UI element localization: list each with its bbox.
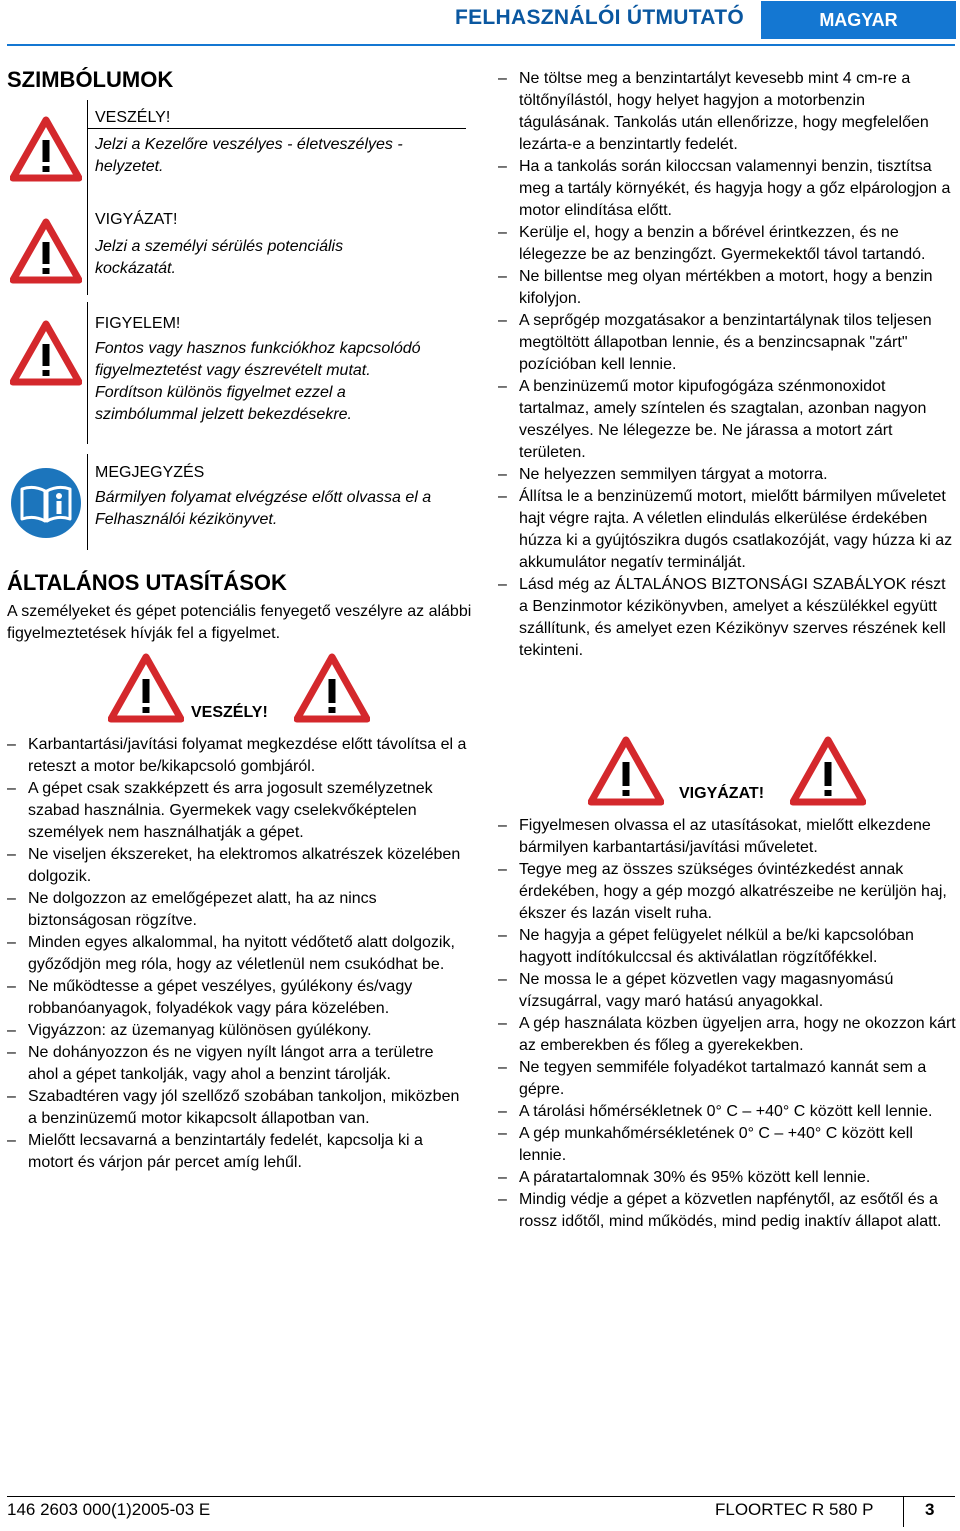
symbols-column-rule bbox=[87, 302, 88, 444]
list-item: – Mielőtt lecsavarná a benzintartály fedelét, kapcsolja ki a motort és várjon pár percet amíg lehűl. bbox=[7, 1130, 467, 1174]
warning-triangle-icon bbox=[588, 736, 664, 806]
footer-divider bbox=[7, 1496, 955, 1497]
list-item: – Karbantartási/javítási folyamat megkezdése előtt távolítsa el a reteszt a motor be/kikapcsoló gombjáról. bbox=[7, 734, 467, 778]
warning-triangle-icon bbox=[108, 653, 184, 723]
warning-triangle-icon bbox=[790, 736, 866, 806]
document-title: FELHASZNÁLÓI ÚTMUTATÓ bbox=[455, 6, 744, 29]
list-item: – Lásd még az ÁLTALÁNOS BIZTONSÁGI SZABÁLYOK részt a Benzinmotor kézikönyvben, amelyet a készülékkel együtt szállítunk, és amelyet ezen Kézikönyv szerves részének kell tekinteni. bbox=[498, 574, 956, 662]
list-item: – Ne hagyja a gépet felügyelet nélkül a be/ki kapcsolóban hagyott indítókulccsal és aktiválatlan rögzítőfékkel. bbox=[498, 925, 956, 969]
list-item: – A tárolási hőmérsékletnek 0° C – +40° C között kell lennie. bbox=[498, 1101, 956, 1123]
list-item: – Szabadtéren vagy jól szellőző szobában tankoljon, miközben a benzinüzemű motor kikapcsolt állapotban van. bbox=[7, 1086, 467, 1130]
warning-triangle-icon bbox=[10, 116, 82, 182]
list-item: – Tegye meg az összes szükséges óvintézkedést annak érdekében, hogy a gép mozgó alkatrészeibe ne kerüljön haj, ékszer és lazán viselt ruha. bbox=[498, 859, 956, 925]
header-divider bbox=[7, 44, 955, 46]
list-item: – Ne töltse meg a benzintartályt kevesebb mint 4 cm-re a töltőnyílástól, hogy helyet hagyjon a motorbenzin tágulásának. Tankolás után ellenőrizze, hogy megfelelően lezárta-e a benzintartly fedelét. bbox=[498, 68, 956, 156]
list-item: – A seprőgép mozgatásakor a benzintartálynak tilos teljesen megtöltött állapotban lennie, és a benzincsapnak "zárt" pozícióban kell lennie. bbox=[498, 310, 956, 376]
symbols-title: SZIMBÓLUMOK bbox=[7, 67, 174, 92]
general-instructions-title: ÁLTALÁNOS UTASÍTÁSOK bbox=[7, 570, 287, 595]
list-item: – A páratartalomnak 30% és 95% között kell lennie. bbox=[498, 1167, 956, 1189]
symbols-column-rule bbox=[87, 454, 88, 550]
list-item: – Figyelmesen olvassa el az utasításokat, mielőtt elkezdene bármilyen karbantartási/javítási műveletet. bbox=[498, 815, 956, 859]
danger-label: VESZÉLY! bbox=[95, 109, 171, 126]
footer-separator bbox=[903, 1497, 904, 1527]
document-number: 146 2603 000(1)2005-03 E bbox=[7, 1500, 211, 1519]
note-description: Bármilyen folyamat elvégzése előtt olvassa el a Felhasználói kézikönyvet. bbox=[95, 489, 432, 528]
page-number: 3 bbox=[925, 1500, 935, 1519]
caution-description: Jelzi a személyi sérülés potenciális kockázatát. bbox=[95, 238, 344, 277]
list-item: – Ne működtesse a gépet veszélyes, gyúlékony és/vagy robbanóanyagok, folyadékok vagy pára közelében. bbox=[7, 976, 467, 1020]
symbols-column-rule bbox=[87, 100, 88, 295]
list-item: – Ne helyezzen semmilyen tárgyat a motorra. bbox=[498, 464, 956, 486]
caution-heading: VIGYÁZAT! bbox=[679, 785, 765, 802]
note-label: MEGJEGYZÉS bbox=[95, 464, 205, 481]
list-item: – A gépet csak szakképzett és arra jogosult személyzetnek szabad használnia. Gyermekek vagy cselekvőképtelen személyek nem használhatják a gépet. bbox=[7, 778, 467, 844]
general-intro: A személyeket és gépet potenciális fenyegető veszélyre az alábbi figyelmeztetések hívják fel a figyelmet. bbox=[7, 603, 472, 642]
list-item: – Kerülje el, hogy a benzin a bőrével érintkezzen, és ne lélegezze be az benzingőzt. Gyermekektől távol tartandó. bbox=[498, 222, 956, 266]
manual-book-icon bbox=[10, 467, 82, 539]
list-item: – Vigyázzon: az üzemanyag különösen gyúlékony. bbox=[7, 1020, 467, 1042]
list-item: – Ne tegyen semmiféle folyadékot tartalmazó kannát sem a gépre. bbox=[498, 1057, 956, 1101]
attention-label: FIGYELEM! bbox=[95, 315, 181, 332]
danger-list bbox=[7, 734, 467, 1174]
list-item: – Ne dolgozzon az emelőgépezet alatt, ha az nincs biztonságosan rögzítve. bbox=[7, 888, 467, 932]
danger-list-continued bbox=[498, 68, 956, 662]
list-item: – Állítsa le a benzinüzemű motort, mielőtt bármilyen műveletet hajt végre rajta. A véletlen elindulás elkerülése érdekében húzza ki a gyújtószikra dugós csatlakozóját, vagy húzza ki az akkumulátor negatív terminálját. bbox=[498, 486, 956, 574]
list-item: – Ne dohányozzon és ne vigyen nyílt lángot arra a területre ahol a gépet tankolják, vagy ahol a benzint tárolják. bbox=[7, 1042, 467, 1086]
list-item: – A benzinüzemű motor kipufogógáza szénmonoxidot tartalmaz, amely színtelen és szagtalan, azonban nagyon veszélyes. Ne lélegezze be. Ne járassa a motort zárt területen. bbox=[498, 376, 956, 464]
list-item: – Ne viseljen ékszereket, ha elektromos alkatrészek közelében dolgozik. bbox=[7, 844, 467, 888]
warning-triangle-icon bbox=[10, 218, 82, 284]
model-name: FLOORTEC R 580 P bbox=[715, 1500, 874, 1519]
language-badge: MAGYAR bbox=[761, 1, 956, 39]
list-item: – Ne billentse meg olyan mértékben a motort, hogy a benzin kifolyjon. bbox=[498, 266, 956, 310]
caution-label: VIGYÁZAT! bbox=[95, 211, 178, 228]
list-item: – Minden egyes alkalommal, ha nyitott védőtető alatt dolgozik, győződjön meg róla, hogy az véletlenül nem csukódhat be. bbox=[7, 932, 467, 976]
list-item: – Mindig védje a gépet a közvetlen napfénytől, az esőtől és a rossz időtől, mind működés, mind pedig inaktív állapot alatt. bbox=[498, 1189, 956, 1233]
attention-description: Fontos vagy hasznos funkciókhoz kapcsolódó figyelmeztetést vagy észrevételt mutat. Fordítson különös figyelmet ezzel a szimbólummal jelzett bekezdésekre. bbox=[95, 340, 421, 423]
warning-triangle-icon bbox=[294, 653, 370, 723]
symbol-separator bbox=[88, 128, 466, 129]
list-item: – A gép munkahőmérsékletének 0° C – +40° C között kell lennie. bbox=[498, 1123, 956, 1167]
warning-triangle-icon bbox=[10, 320, 82, 386]
danger-description: Jelzi a Kezelőre veszélyes - életveszélyes - helyzetet. bbox=[95, 136, 403, 175]
list-item: – Ne mossa le a gépet közvetlen vagy magasnyomású vízsugárral, vagy maró hatású anyagokkal. bbox=[498, 969, 956, 1013]
danger-heading: VESZÉLY! bbox=[191, 704, 268, 721]
list-item: – A gép használata közben ügyeljen arra, hogy ne okozzon kárt az emberekben és főleg a gyerekekben. bbox=[498, 1013, 956, 1057]
caution-list bbox=[498, 815, 956, 1233]
list-item: – Ha a tankolás során kiloccsan valamennyi benzin, tisztítsa meg a tartály környékét, és hagyja hogy a gőz elpárologjon a motor elindítása előtt. bbox=[498, 156, 956, 222]
